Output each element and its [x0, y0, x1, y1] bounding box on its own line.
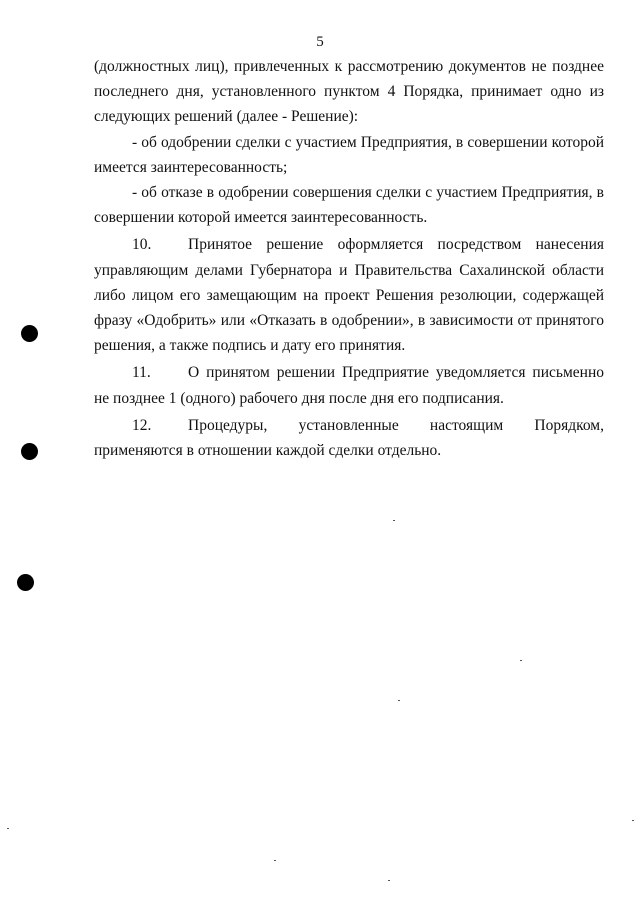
scan-speck [398, 700, 400, 701]
punch-hole [21, 443, 38, 460]
scan-speck [632, 820, 634, 821]
scan-speck [7, 828, 9, 829]
paragraph-text: О принятом решении Предприятие уведомляется письменно не позднее 1 (одного) рабочего дня после дня его подписания. [94, 364, 604, 407]
document-body [94, 54, 604, 463]
paragraph-text: Процедуры, установленные настоящим Порядком, применяются в отношении каждой сделки отдельно. [94, 416, 604, 460]
paragraph-12 [94, 413, 604, 463]
paragraph-11 [94, 360, 604, 410]
page-number: 5 [316, 34, 324, 50]
paragraph-number: 12. [132, 416, 152, 434]
paragraph-text: Принятое решение оформляется посредством нанесения управляющим делами Губернатора и Правительства Сахалинской области либо лицом его замещающим на проект Решения резолюции, содержащей фразу «Одобрить» или «Отказать в одобрении», в зависимости от принятого решения, а также подпись и дату его принятия. [94, 236, 604, 355]
paragraph-continuation: (должностных лиц), привлеченных к рассмотрению документов не позднее последнего дня, установленного пунктом 4 Порядка, принимает одно из следующих решений (далее - Решение): [94, 58, 604, 126]
punch-hole [21, 325, 38, 342]
scan-speck [520, 660, 522, 661]
punch-hole [17, 574, 34, 591]
paragraph-option-refuse: - об отказе в одобрении совершения сделки с участием Предприятия, в совершении которой имеется заинтересованность. [94, 184, 604, 227]
paragraph-option-approve: - об одобрении сделки с участием Предприятия, в совершении которой имеется заинтересованность; [94, 133, 604, 176]
paragraph-10 [94, 232, 604, 358]
paragraph-number: 11. [132, 364, 151, 382]
scan-speck [393, 520, 395, 521]
scan-speck [388, 880, 390, 881]
paragraph-number: 10. [132, 236, 152, 254]
scan-speck [274, 860, 276, 861]
